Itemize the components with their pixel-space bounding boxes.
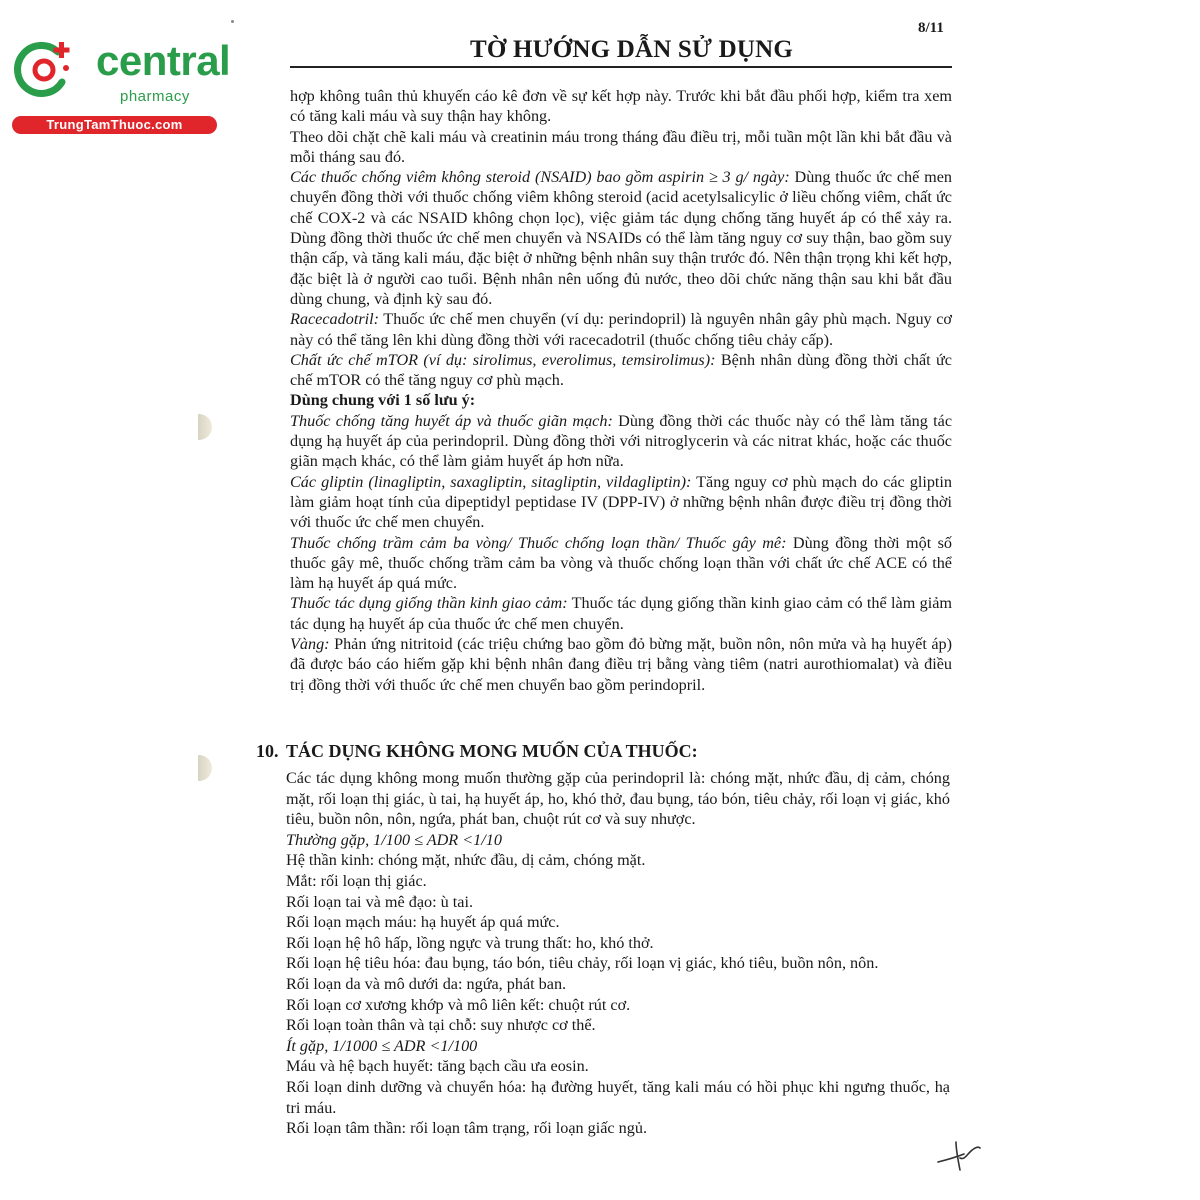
paragraph-nsaid [290, 167, 952, 309]
paragraph-antihypertensive [290, 411, 952, 472]
paragraph: hợp không tuân thủ khuyến cáo kê đơn về sự kết hợp này. Trước khi bắt đầu phối hợp, kiểm tra xem có tăng kali máu và suy thận hay không. [290, 87, 952, 126]
section-number: 10. [256, 741, 279, 761]
list-item: Rối loạn tâm thần: rối loạn tâm trạng, rối loạn giấc ngủ. [286, 1119, 647, 1138]
section-title: TÁC DỤNG KHÔNG MONG MUỐN CỦA THUỐC: [286, 741, 698, 761]
paragraph-text: Dùng đồng thời các thuốc này có thể làm tăng tác dụng hạ huyết áp của perindopril. Dùng đồng thời với nitroglycerin và các nitrat khác, hoặc các thuốc giãn mạch khác, có thể làm giảm huyết áp hơn nữa. [290, 411, 953, 471]
list-item: Rối loạn toàn thân và tại chỗ: suy nhược cơ thể. [286, 1016, 596, 1035]
list-item: Mắt: rối loạn thị giác. [286, 871, 427, 890]
paragraph-text: Tăng nguy cơ phù mạch do các gliptin làm giảm hoạt tính của dipeptidyl peptidase IV (DPP-IV) ở những bệnh nhân được điều trị đồng thời với thuốc ức chế men chuyển. [290, 472, 952, 532]
paragraph-racecadotril [290, 309, 952, 350]
list-item: Rối loạn hệ tiêu hóa: đau bụng, táo bón, tiêu chảy, rối loạn vị giác, khó tiêu, buồn nôn, nôn. [286, 954, 879, 973]
page-number: 8/11 [918, 20, 944, 36]
document-title: TỜ HƯỚNG DẪN SỬ DỤNG [470, 36, 793, 63]
paragraph-text: Dùng thuốc ức chế men chuyển đồng thời với thuốc chống viêm không steroid (acid acetylsalicylic ở liều chống viêm, chất ức chế COX-2 và các NSAID không chọn lọc), việc giảm tác dụng chống tăng huyết áp có thể xảy ra. Dùng đồng thời thuốc ức chế men chuyển và NSAIDs có thể làm tăng nguy cơ suy thận, bao gồm suy thận cấp, và tăng kali máu, đặc biệt ở những bệnh nhân suy thận trước đó. Nên thận trọng khi kết hợp, đặc biệt là ở người cao tuổi. Bệnh nhân nên uống đủ nước, theo dõi chức năng thận sau khi bắt đầu dùng chung, và định kỳ sau đó. [290, 168, 952, 308]
paragraph-antidepressant [290, 533, 952, 594]
frequency-label-uncommon: Ít gặp, 1/1000 ≤ ADR <1/100 [286, 1036, 478, 1055]
paragraph-lead: Chất ức chế mTOR (ví dụ: sirolimus, everolimus, temsirolimus): [290, 350, 716, 369]
list-item: Rối loạn da và mô dưới da: ngứa, phát ban. [286, 974, 567, 993]
list-item: Rối loạn cơ xương khớp và mô liên kết: chuột rút cơ. [286, 995, 631, 1014]
punch-hole-mark [198, 755, 212, 781]
list-item: Rối loạn dinh dưỡng và chuyển hóa: hạ đường huyết, tăng kali máu có hồi phục khi ngưng thuốc, hạ tri máu. [286, 1077, 950, 1117]
paragraph-text: Bệnh nhân dùng đồng thời chất ức chế mTOR có thể tăng nguy cơ phù mạch. [290, 350, 952, 390]
paragraph-lead: Thuốc chống trầm cảm ba vòng/ Thuốc chống loạn thần/ Thuốc gây mê: [290, 533, 787, 552]
paragraph-lead: Các thuốc chống viêm không steroid (NSAID) bao gồm aspirin ≥ 3 g/ ngày: [290, 168, 790, 187]
caution-heading: Dùng chung với 1 số lưu ý: [290, 391, 476, 410]
list-item: Hệ thần kinh: chóng mặt, nhức đầu, dị cảm, chóng mặt. [286, 851, 646, 870]
section-heading [256, 741, 956, 762]
logo-site-link[interactable]: TrungTamThuoc.com [12, 116, 217, 134]
list-item: Rối loạn mạch máu: hạ huyết áp quá mức. [286, 913, 560, 932]
paragraph-sympathomimetic [290, 593, 952, 634]
paragraph-gold [290, 634, 952, 695]
paragraph-lead: Các gliptin (linagliptin, saxagliptin, sitagliptin, vildagliptin): [290, 472, 692, 491]
list-item: Rối loạn tai và mê đạo: ù tai. [286, 892, 474, 911]
logo-subtitle: pharmacy [120, 88, 190, 105]
signature-mark [936, 1138, 982, 1174]
logo-name: central [96, 37, 231, 84]
paragraph-lead: Thuốc tác dụng giống thần kinh giao cảm: [290, 594, 568, 613]
pharmacy-logo[interactable] [12, 36, 231, 136]
frequency-label-common: Thường gặp, 1/100 ≤ ADR <1/10 [286, 830, 502, 849]
punch-hole-mark [198, 414, 212, 440]
paragraph-gliptin [290, 472, 952, 533]
section-intro: Các tác dụng không mong muốn thường gặp của perindopril là: chóng mặt, nhức đầu, dị cảm, chóng mặt, rối loạn thị giác, ù tai, hạ huyết áp, ho, khó thở, đau bụng, táo bón, tiêu chảy, rối loạn vị giác, khó tiêu, buồn nôn, nôn, ngứa, phát ban, chuột rút cơ và suy nhược. [286, 769, 950, 829]
paragraph-lead: Vàng: [290, 635, 330, 654]
paragraph-text: Thuốc tác dụng giống thần kinh giao cảm có thể làm giảm tác dụng hạ huyết áp của thuốc ức chế men chuyển. [290, 594, 952, 633]
paragraph-text: Thuốc ức chế men chuyển (ví dụ: perindopril) là nguyên nhân gây phù mạch. Nguy cơ này có thể tăng lên khi dùng đồng thời với racecadotril (thuốc chống tiêu chảy cấp). [290, 310, 952, 349]
paragraph-text: Dùng đồng thời một số thuốc gây mê, thuốc chống trầm cảm ba vòng và thuốc chống loạn thần với chất ức chế ACE có thể làm hạ huyết áp quá mức. [290, 533, 952, 593]
list-item: Máu và hệ bạch huyết: tăng bạch cầu ưa eosin. [286, 1057, 589, 1076]
paragraph-lead: Thuốc chống tăng huyết áp và thuốc giãn mạch: [290, 411, 613, 430]
paragraph: Theo dõi chặt chẽ kali máu và creatinin máu trong tháng đầu điều trị, mỗi tuần một lần khi bắt đầu và mỗi tháng sau đó. [290, 127, 952, 166]
paragraph-mtor [290, 350, 952, 391]
logo-mark-icon [12, 38, 76, 102]
interactions-text [290, 86, 952, 695]
paragraph-text: Phản ứng nitritoid (các triệu chứng bao gồm đỏ bừng mặt, buồn nôn, nôn mửa và hạ huyết áp) đã được báo cáo hiếm gặp khi bệnh nhân đang điều trị bằng vàng tiêm (natri aurothiomalat) và điều trị đồng thời với thuốc ức chế men chuyển bao gồm perindopril. [290, 635, 952, 694]
paragraph-lead: Racecadotril: [290, 310, 379, 329]
scan-speck [231, 20, 234, 23]
title-rule [290, 66, 952, 68]
list-item: Rối loạn hệ hô hấp, lồng ngực và trung thất: ho, khó thở. [286, 933, 654, 952]
adverse-effects-text [286, 768, 950, 1139]
